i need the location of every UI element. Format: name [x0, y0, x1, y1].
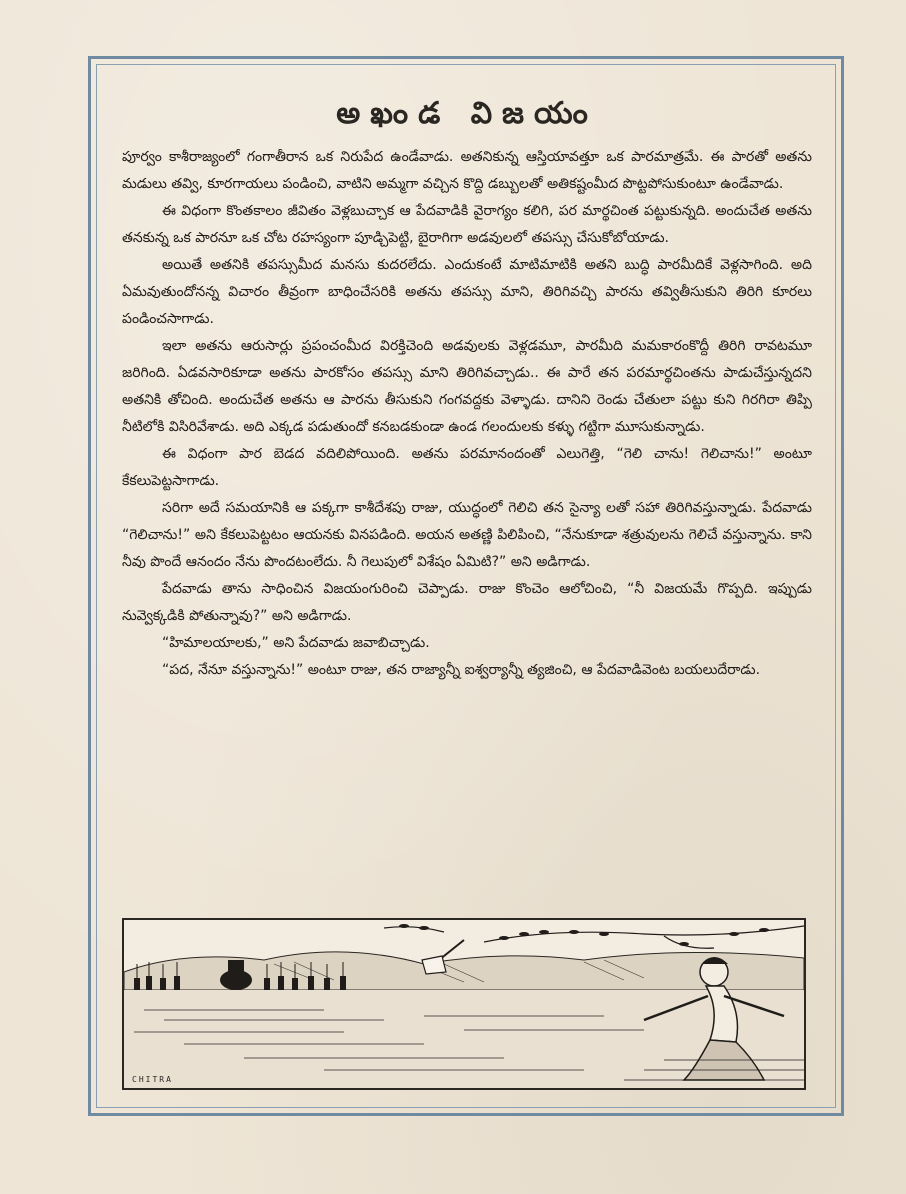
story-title: అఖండ విజయం — [336, 96, 598, 131]
paragraph-1: పూర్వం కాశీరాజ్యంలో గంగాతీరాన ఒక నిరుపేద ఉండేవాడు. అతనికున్న ఆస్తియావత్తూ ఒక పారమాత్రమే. ఈ పారతో అతను మడులు తవ్వి, కూరగాయలు పండించి, వాటిని అమ్మగా వచ్చిన కొద్ది డబ్బులతో అతికష్టంమీద పొట్టపోసుకుంటూ ఉండేవాడు. — [122, 149, 812, 192]
paragraph-2: ఈ విధంగా కొంతకాలం జీవితం వెళ్లబుచ్చాక ఆ పేదవాడికి వైరాగ్యం కలిగి, పర మార్థచింత పట్టుకున్నది. అందుచేత అతను తనకున్న ఒక పారనూ ఒక చోట రహస్యంగా పూడ్చిపెట్టి, బైరాగిగా అడవులలో తపస్సు చేసుకోబోయాడు. — [122, 203, 812, 246]
paragraph-8: “హిమాలయాలకు,” అని పేదవాడు జవాబిచ్చాడు. — [162, 635, 430, 651]
paragraph-5: ఈ విధంగా పార బెడద వదిలిపోయింది. అతను పరమానందంతో ఎలుగెత్తి, “గెలి చాను! గెలిచాను!” అంటూ కేకలుపెట్టసాగాడు. — [122, 446, 812, 489]
paragraph-9: “పద, నేనూ వస్తున్నాను!” అంటూ రాజు, తన రాజ్యాన్నీ ఐశ్వర్యాన్నీ త్యజించి, ఆ పేదవాడివెంట బయలుదేరాడు. — [162, 662, 761, 678]
tree-branches — [384, 926, 804, 948]
paragraph-6: సరిగా అదే సమయానికి ఆ పక్కగా కాశీదేశపు రాజు, యుద్ధంలో గెలిచి తన సైన్యా లతో సహా తిరిగివస్తున్నాడు. పేదవాడు “గెలిచాను!” అని కేకలుపెట్టటం ఆయనకు వినపడింది. అయన అతణ్ణి పిలిపించి, “నేనుకూడా శత్రువులను గెలిచే వస్తున్నాను. కాని నీవు పొందే ఆనందం నేను పొందటంలేదు. నీ గెలుపులో విశేషం ఏమిటి?” అని అడిగాడు. — [122, 500, 812, 570]
artist-signature: CHITRA — [132, 1075, 173, 1084]
paragraph-3: అయితే అతనికి తపస్సుమీద మనసు కుదరలేదు. ఎందుకంటే మాటిమాటికి అతని బుద్ధి పారమీదికే వెళ్లసాగింది. అది ఏమవుతుందోనన్న విచారం తీవ్రంగా బాధించేసరికి అతను తపస్సు మాని, తిరిగివచ్చి పారను తవ్వితీసుకుని తిరిగి కూరలు పండించసాగాడు. — [122, 257, 812, 327]
story-content — [122, 92, 812, 684]
story-illustration — [122, 918, 806, 1090]
paragraph-4: ఇలా అతను ఆరుసార్లు ప్రపంచంమీద విరక్తిచెంది అడవులకు వెళ్లడమూ, పారమీది మమకారంకొద్దీ తిరిగి రావటమూ జరిగింది. ఏడవసారికూడా అతను పారకోసం తపస్సు మాని తిరిగివచ్చాడు.. ఈ పారే తన పరమార్థచింతను పాడుచేస్తున్నదని అతనికి తోచింది. అందుచేత అతను ఆ పారను తీసుకుని గంగవద్దకు వెళ్ళాడు. దానిని రెండు చేతులా పట్టు కుని గిరగిరా తిప్పి నీటిలోకి విసిరివేశాడు. అది ఎక్కడ పడుతుందో కనబడకుండా ఉండ గలందులకు కళ్ళు గట్టిగా మూసుకున్నాడు. — [122, 338, 812, 435]
illustration-drawing — [124, 920, 804, 1088]
paragraph-7: పేదవాడు తాను సాధించిన విజయంగురించి చెప్పాడు. రాజు కొంచెం ఆలోచించి, “నీ విజయమే గొప్పది. ఇప్పుడు నువ్వెక్కడికి పోతున్నావు?” అని అడిగాడు. — [122, 581, 812, 624]
